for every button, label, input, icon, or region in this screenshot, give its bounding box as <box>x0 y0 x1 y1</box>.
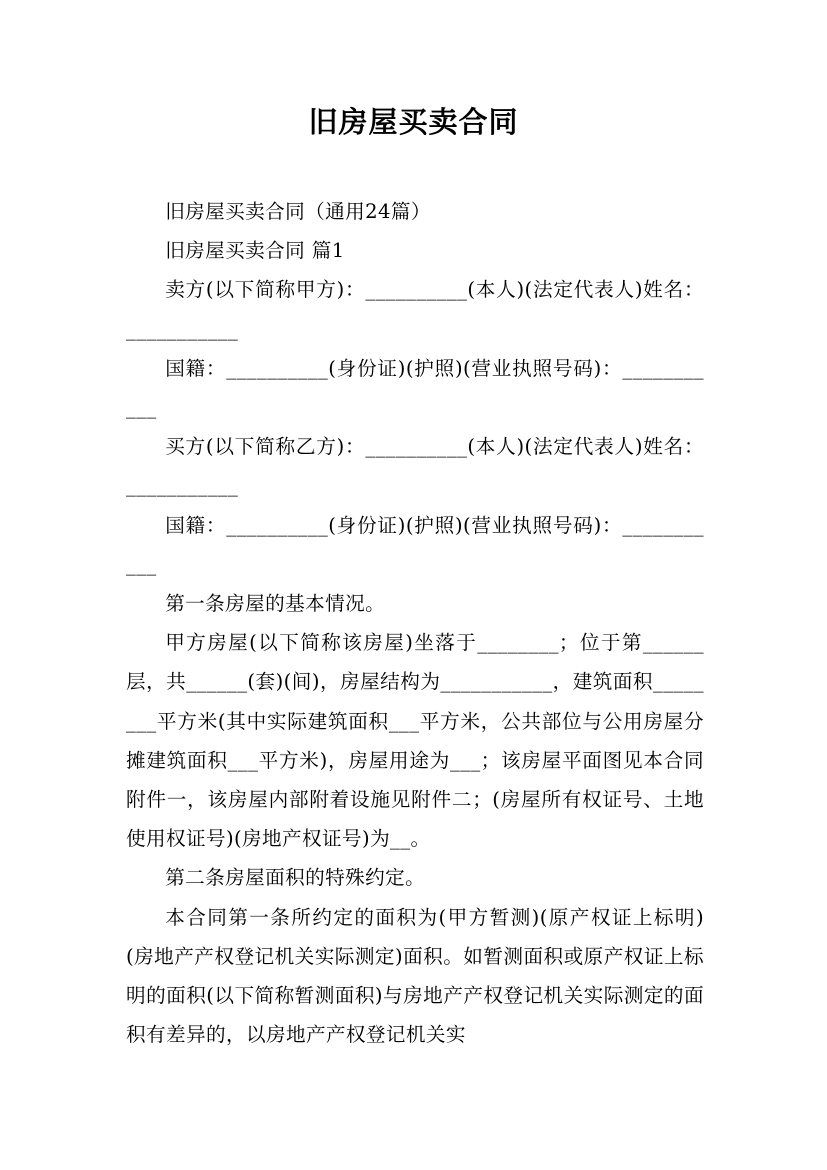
document-title: 旧房屋买卖合同 <box>308 105 519 139</box>
document-body <box>126 192 704 1054</box>
clause-2-heading: 第二条房屋面积的特殊约定。 <box>165 866 426 890</box>
clause-1-body: 甲方房屋(以下简称该房屋)坐落于________；位于第______层，共______(套)(间)，房屋结构为___________，建筑面积________平方米(其中实际建筑面积___平方米，公共部位与公用房屋分摊建筑面积___平方米)，房屋用途为___；该房屋平面图见本合同附件一，该房屋内部附着设施见附件二；(房屋所有权证号、土地使用权证号)(房地产权证号)为__。 <box>126 631 704 851</box>
seller-nationality-line: 国籍：__________(身份证)(护照)(营业执照号码)：___________ <box>126 356 704 420</box>
clause-2-body: 本合同第一条所约定的面积为(甲方暂测)(原产权证上标明)(房地产产权登记机关实际测定)面积。如暂测面积或原产权证上标明的面积(以下简称暂测面积)与房地产产权登记机关实际测定的面积有差异的，以房地产产权登记机关实 <box>126 905 704 1047</box>
buyer-nationality-line: 国籍：__________(身份证)(护照)(营业执照号码)：___________ <box>126 513 704 576</box>
heading-collection-title: 旧房屋买卖合同（通用24篇） <box>165 200 431 223</box>
buyer-name-line: 买方(以下简称乙方)：__________(本人)(法定代表人)姓名：___________ <box>126 435 704 498</box>
clause-1-heading: 第一条房屋的基本情况。 <box>165 592 386 616</box>
heading-article-1: 旧房屋买卖合同 篇1 <box>165 239 345 263</box>
seller-name-line: 卖方(以下简称甲方)：__________(本人)(法定代表人)姓名：___________ <box>126 278 704 341</box>
